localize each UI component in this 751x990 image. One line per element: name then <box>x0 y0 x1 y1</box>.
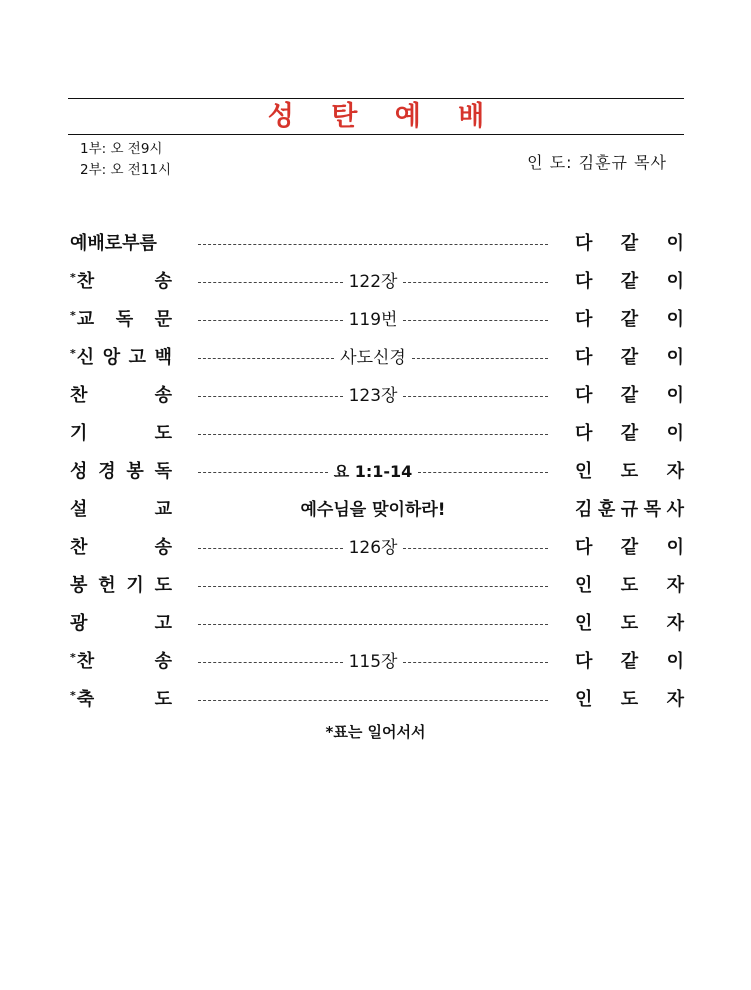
order-center <box>198 610 548 638</box>
order-center <box>198 534 548 562</box>
order-participant: 다 같 이 <box>575 347 684 368</box>
order-participant: 김 훈 규 목 사 <box>575 499 684 520</box>
dashed-leader <box>198 396 343 397</box>
dashed-leader <box>412 358 548 359</box>
dashed-leader <box>198 434 548 435</box>
order-center-text: 요 1:1-14 <box>333 462 413 481</box>
order-center <box>198 458 548 486</box>
service-leader: 인 도: 김훈규 목사 <box>527 153 667 172</box>
order-item-name: *축 도 <box>70 689 172 710</box>
service-time-first: 1부: 오 전9시 <box>80 141 163 157</box>
order-row <box>70 458 684 496</box>
dashed-leader <box>198 282 343 283</box>
order-center <box>198 382 548 410</box>
page-title: 성 탄 예 배 <box>267 101 499 132</box>
dashed-leader <box>418 472 548 473</box>
standing-note: *표는 일어서서 <box>325 723 426 741</box>
top-rule <box>68 98 684 99</box>
order-row <box>70 306 684 344</box>
dashed-leader <box>403 548 548 549</box>
order-row <box>70 420 684 458</box>
order-item-name: 설 교 <box>70 499 172 520</box>
order-item-name: 기 도 <box>70 423 172 444</box>
order-center <box>198 306 548 334</box>
order-item-name: 봉 헌 기 도 <box>70 575 172 596</box>
dashed-leader <box>403 396 548 397</box>
order-item-name: *신 앙 고 백 <box>70 347 172 368</box>
order-center-text: 119번 <box>348 310 398 330</box>
standing-star: * <box>70 347 76 360</box>
order-participant: 다 같 이 <box>575 651 684 672</box>
order-row <box>70 496 684 534</box>
order-item-name: 성 경 봉 독 <box>70 461 172 482</box>
order-row <box>70 572 684 610</box>
order-row <box>70 610 684 648</box>
order-center <box>198 230 548 258</box>
order-center-text: 115장 <box>348 652 398 672</box>
order-of-worship <box>70 230 684 724</box>
dashed-leader <box>198 320 343 321</box>
order-row <box>70 268 684 306</box>
order-center <box>198 268 548 296</box>
order-row <box>70 534 684 572</box>
dashed-leader <box>403 320 548 321</box>
order-center-text: 126장 <box>348 538 398 558</box>
order-center <box>198 686 548 714</box>
order-row <box>70 344 684 382</box>
order-participant: 다 같 이 <box>575 233 684 254</box>
order-center <box>198 344 548 372</box>
order-center-text: 122장 <box>348 272 398 292</box>
order-item-name: 찬 송 <box>70 537 172 558</box>
title-bottom-rule <box>68 134 684 135</box>
dashed-leader <box>198 700 548 701</box>
standing-star: * <box>70 271 76 284</box>
dashed-leader <box>198 244 548 245</box>
dashed-leader <box>403 662 548 663</box>
order-participant: 인 도 자 <box>575 613 684 634</box>
sermon-title: 예수님을 맞이하라! <box>300 500 446 520</box>
order-row <box>70 648 684 686</box>
dashed-leader <box>198 358 334 359</box>
order-participant: 인 도 자 <box>575 461 684 482</box>
order-item-name: 예배로부름 <box>70 233 157 254</box>
dashed-leader <box>198 548 343 549</box>
order-participant: 다 같 이 <box>575 309 684 330</box>
order-item-name: *찬 송 <box>70 271 172 292</box>
service-time-second: 2부: 오 전11시 <box>80 162 172 178</box>
order-row <box>70 382 684 420</box>
order-item-name: 찬 송 <box>70 385 172 406</box>
order-center <box>198 648 548 676</box>
order-center <box>198 496 548 524</box>
order-row <box>70 230 684 268</box>
standing-star: * <box>70 309 76 322</box>
order-participant: 다 같 이 <box>575 537 684 558</box>
order-participant: 다 같 이 <box>575 271 684 292</box>
order-item-name: *교 독 문 <box>70 309 172 330</box>
order-center-text: 123장 <box>348 386 398 406</box>
order-participant: 다 같 이 <box>575 385 684 406</box>
dashed-leader <box>198 472 328 473</box>
dashed-leader <box>198 586 548 587</box>
order-center <box>198 572 548 600</box>
dashed-leader <box>198 624 548 625</box>
dashed-leader <box>198 662 343 663</box>
order-center <box>198 420 548 448</box>
order-participant: 인 도 자 <box>575 575 684 596</box>
standing-star: * <box>70 651 76 664</box>
order-center-text: 사도신경 <box>340 348 406 368</box>
order-participant: 다 같 이 <box>575 423 684 444</box>
dashed-leader <box>403 282 548 283</box>
standing-star: * <box>70 689 76 702</box>
order-item-name: 광 고 <box>70 613 172 634</box>
order-participant: 인 도 자 <box>575 689 684 710</box>
order-row <box>70 686 684 724</box>
order-item-name: *찬 송 <box>70 651 172 672</box>
